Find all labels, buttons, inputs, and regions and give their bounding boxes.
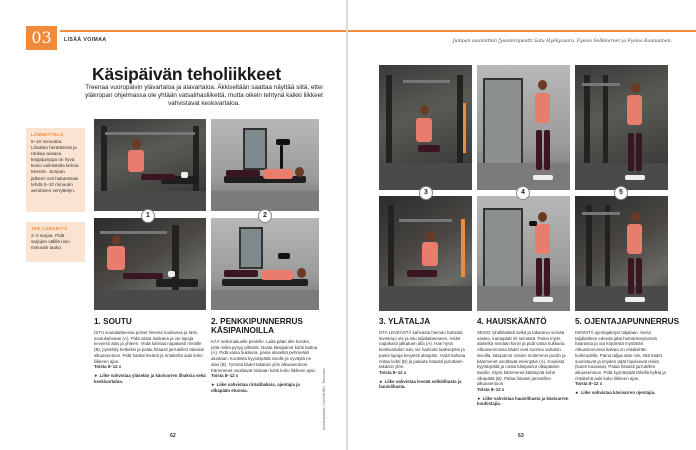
- sets-box: [26, 222, 85, 262]
- exercise-4-reps: Toista 8–12 x: [477, 387, 505, 393]
- exercise-2-reps: Toista 8–12 x: [211, 373, 239, 379]
- photo-bicepscurl-a: [477, 65, 570, 190]
- sets-heading: TEE LIIKKEITÄ: [31, 226, 68, 231]
- warmup-heading: LÄMMITTELE: [31, 132, 64, 137]
- page-number-right: 63: [518, 433, 524, 439]
- exercise-4-tip: ► Liike vahvistaa hauislihasta ja käsivarren koukistajia.: [477, 395, 569, 407]
- photo-rowing-b: [94, 218, 206, 310]
- exercise-2-badge: 2: [258, 209, 272, 223]
- exercise-4-badge: 4: [516, 186, 530, 200]
- exercise-1-tip: ► Liike vahvistaa yläselän ja käsivarren lihaksia sekä keskivartaloa.: [94, 372, 206, 384]
- exercise-1-title: 1. SOUTU: [94, 317, 132, 326]
- exercise-5-title: 5. OJENTAJAPUNNERRUS: [575, 317, 680, 326]
- photo-benchpress-b: [211, 218, 319, 310]
- section-number-badge: 03: [26, 26, 57, 50]
- photo-tricepspushdown-a: [575, 65, 668, 190]
- exercise-5: [575, 317, 680, 396]
- article-title: Käsipäivän teholiikkeet: [92, 64, 281, 84]
- exercise-1-body: ISTU soutulaitteessa polvet hieman koukussa ja tartu soutukahvaan (A). Pidä vatsa tiukkana ja vie lapoja kevyesti alas ja yhteen. Vedä kahvaa napakasti rinnalle (B), pysähdy hetkeksi ja palaa hitaasti jarrutellen takaisin alkuasentoon. Pidä hartiat levänä ja rintakehä auki koko liikkeen ajan.: [94, 330, 205, 364]
- header-rule: [60, 30, 348, 32]
- program-credit: Jumpan suunnitteli fysioterapeutti Satu Hyökyvaara, Fysioo Sellkkeroer ja Fysioo Kauniainen.: [452, 39, 672, 44]
- exercise-5-badge: 5: [614, 186, 628, 200]
- exercise-1: [94, 317, 206, 384]
- photo-latpulldown-a: [379, 65, 472, 190]
- exercise-5-body: KIINNITÄ ojentajaköysi taljalaan. Seiso taljalaitteen edessä jalat hartianlevyisessä haarassa ja ota köydestä myötäote. Alkuasennossa kalvaa on rintakehän korkeudella. Paina taljaa alas niin, että kädet suoristuvat ja köyden päät hipaisevat reisiä (kuten kuvassa). Palaa hitaasti jarrutellen alkuasentoon. Pidä kyynärpäät lähellä kylkiä ja rintakehä auki koko liikkeen ajan.: [575, 330, 666, 381]
- exercise-2-tip: ► Liike vahvistaa rintalihaksia, ojentajia ja olkapään etuosia.: [211, 381, 300, 393]
- exercise-2-body: KÄY selinmakuulle penkille. Laita pään alle korokе, jotta niska pysyy pitkänä. Nosta käsipainot kohti kattoa (A). Pidä vatsa tiukkana, paina alaselkä pehmeästi alustaan. Koukista kyynärpäitä sivulle ja nyväytä ne alas (B). Työnnä kädet takaisin ylös alkuasentoon. Kämmenet osoittavat toisiaan kohti koko liikkeen ajan.: [211, 339, 318, 373]
- section-label: LISÄÄ VOIMAA: [64, 37, 107, 43]
- photo-bicepscurl-b: [477, 196, 570, 311]
- warmup-box: [26, 128, 85, 212]
- exercise-2: [211, 317, 319, 393]
- exercise-4-body: SEISO ryhdikkäästi selkä ja takaraivo seinää vasten, kantapäät irti seinästä. Paina myös alaselkä seinään kiinni ja pidä vatsa tiukkana. Alkuasennossa kädet ovat suorina vartalon sivuilla, käsipainot reisien molemmin puolin ja kämmenet osoittavat eteenpäin (A). Koukista kyynärpäitä ja nosta käsipainot olkapäiden tasolle. Myös kämmenet kääntyvät kohti olkapäitä (B). Palaa hitaasti jarrutellen alkuasentoon.: [477, 330, 566, 387]
- right-page: [348, 0, 696, 450]
- exercise-5-tip: ► Liike vahvistaa käsivarren ojentajia.: [575, 390, 656, 396]
- exercise-3-badge: 3: [419, 186, 433, 200]
- exercise-2-title: 2. PENKKIPUNNERRUS KÄSIPAINOILLA: [211, 317, 303, 335]
- photo-rowing-a: [94, 119, 206, 211]
- photo-latpulldown-b: [379, 196, 472, 311]
- exercise-3-tip: ► Liike vahvistaa leveää selkälihasta ja hauislihasta.: [379, 378, 462, 390]
- photo-benchpress-a: [211, 119, 319, 211]
- exercise-1-badge: 1: [141, 209, 155, 223]
- exercise-3-body: OTA LEVEÄSTÄ kahvasta hieman hartioita leveämpi ote ja istu taljalaitteeseen, reidet napakasti jalkatuen alla (A). Hae hyvä keskivartalon tuki, vie hartioita taaksepäin ja paina lapoja kevyesti alaspäin. Vedä kahvaa rintaa kohti (B) ja palauta hitaasti jarruttaen takaisin ylös.: [379, 330, 466, 370]
- exercise-3-title: 3. YLÄTALJA: [379, 317, 431, 326]
- exercise-4-title: 4. HAUISKÄÄNTÖ: [477, 317, 547, 326]
- exercise-5-reps: Toista 8–12 x: [575, 381, 603, 387]
- page-number-left: 62: [170, 433, 176, 439]
- warmup-text: 5–10 minuuttia. Lihaksia herättelevä ja rankaa avaava keppijumppa on hyvä keino valmistella kehoa treeniin. Jumpan jälkeen voit halutessasi tehdä 5–10 minuutin aerobisen verryttelyn.: [31, 139, 79, 193]
- exercise-3-reps: Toista 8–12 x: [379, 369, 407, 375]
- exercise-1-reps: Toista 8–12 x: [94, 364, 122, 370]
- exercise-4: [477, 317, 570, 407]
- exercise-3: [379, 317, 472, 390]
- photo-credit: Kuvauspaikka: Crossfit Mini, Tammisto: [322, 368, 326, 430]
- sets-text: 2–3 sarjaa. Pidä sarjojen välillä noin minuutin tauko.: [31, 233, 70, 251]
- article-lead: Treenaa vuoropäivin ylävartaloa ja alavartaloa. Äkkiseltään saattaa näyttää siltä, ettei yläkropan ohjelmassa ole yhtään vatsalihasliikettä, mutta oikein tehtynä kaikki liikkeet vahvistavat keskivartaloa.: [85, 84, 323, 107]
- photo-tricepspushdown-b: [575, 196, 668, 311]
- header-rule-right: [348, 30, 696, 32]
